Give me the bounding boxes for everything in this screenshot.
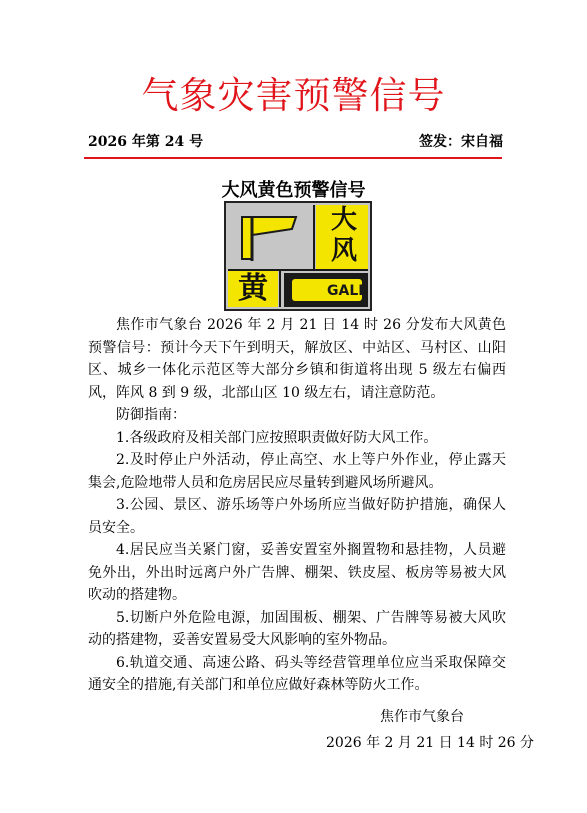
signature-organization: 焦作市气象台 [380, 709, 464, 725]
header-divider [84, 157, 502, 159]
signature-date: 2026 年 2 月 21 日 14 时 26 分 [326, 735, 535, 751]
guide-item-3: 3.公园、景区、游乐场等户外场所应当做好防护措施，确保人员安全。 [88, 497, 506, 536]
wind-flag-icon [242, 217, 296, 261]
icon-char-huang: 黄 [238, 271, 268, 306]
icon-char-feng: 风 [330, 236, 357, 266]
guide-item-4: 4.居民应当关紧门窗，妥善安置室外搁置物和悬挂物，人员避免外出，外出时远离户外广告牌、棚架、铁皮屋、板房等易被大风吹动的搭建物。 [88, 542, 506, 603]
signer: 签发：宋自福 [419, 134, 503, 150]
guide-item-1: 1.各级政府及相关部门应按照职责做好防大风工作。 [116, 429, 438, 446]
document-body [88, 314, 506, 697]
document-title: 大风黄色预警信号 [221, 180, 366, 201]
guide-item-6: 6.轨道交通、高速公路、码头等经营管理单位应当采取保障交通安全的措施,有关部门和单位应做好森林等防火工作。 [88, 654, 506, 693]
guide-heading: 防御指南： [116, 407, 186, 423]
guide-item-5: 5.切断户外危险电源，加固围板、棚架、广告牌等易被大风吹动的搭建物，妥善安置易受大风影响的室外物品。 [88, 609, 506, 648]
guide-item-2: 2.及时停止户外活动，停止高空、水上等户外作业，停止露天集会,危险地带人员和危房居民应尽量转到避风场所避风。 [88, 452, 506, 491]
issue-number: 2026 年第 24 号 [88, 134, 204, 150]
icon-char-da: 大 [330, 205, 357, 235]
gale-yellow-warning-icon [224, 201, 372, 311]
gale-badge-text: GALE [327, 283, 368, 299]
page-title: 气象灾害预警信号 [141, 74, 446, 117]
intro-paragraph: 焦作市气象台 2026 年 2 月 21 日 14 时 26 分发布大风黄色预警信号：预计今天下午到明天，解放区、中站区、马村区、山阳区、城乡一体化示范区等大部分乡镇和街道将出现 5 级左右偏西风，阵风 8 到 9 级，北部山区 10 级左右，请注意防范。 [88, 317, 506, 401]
